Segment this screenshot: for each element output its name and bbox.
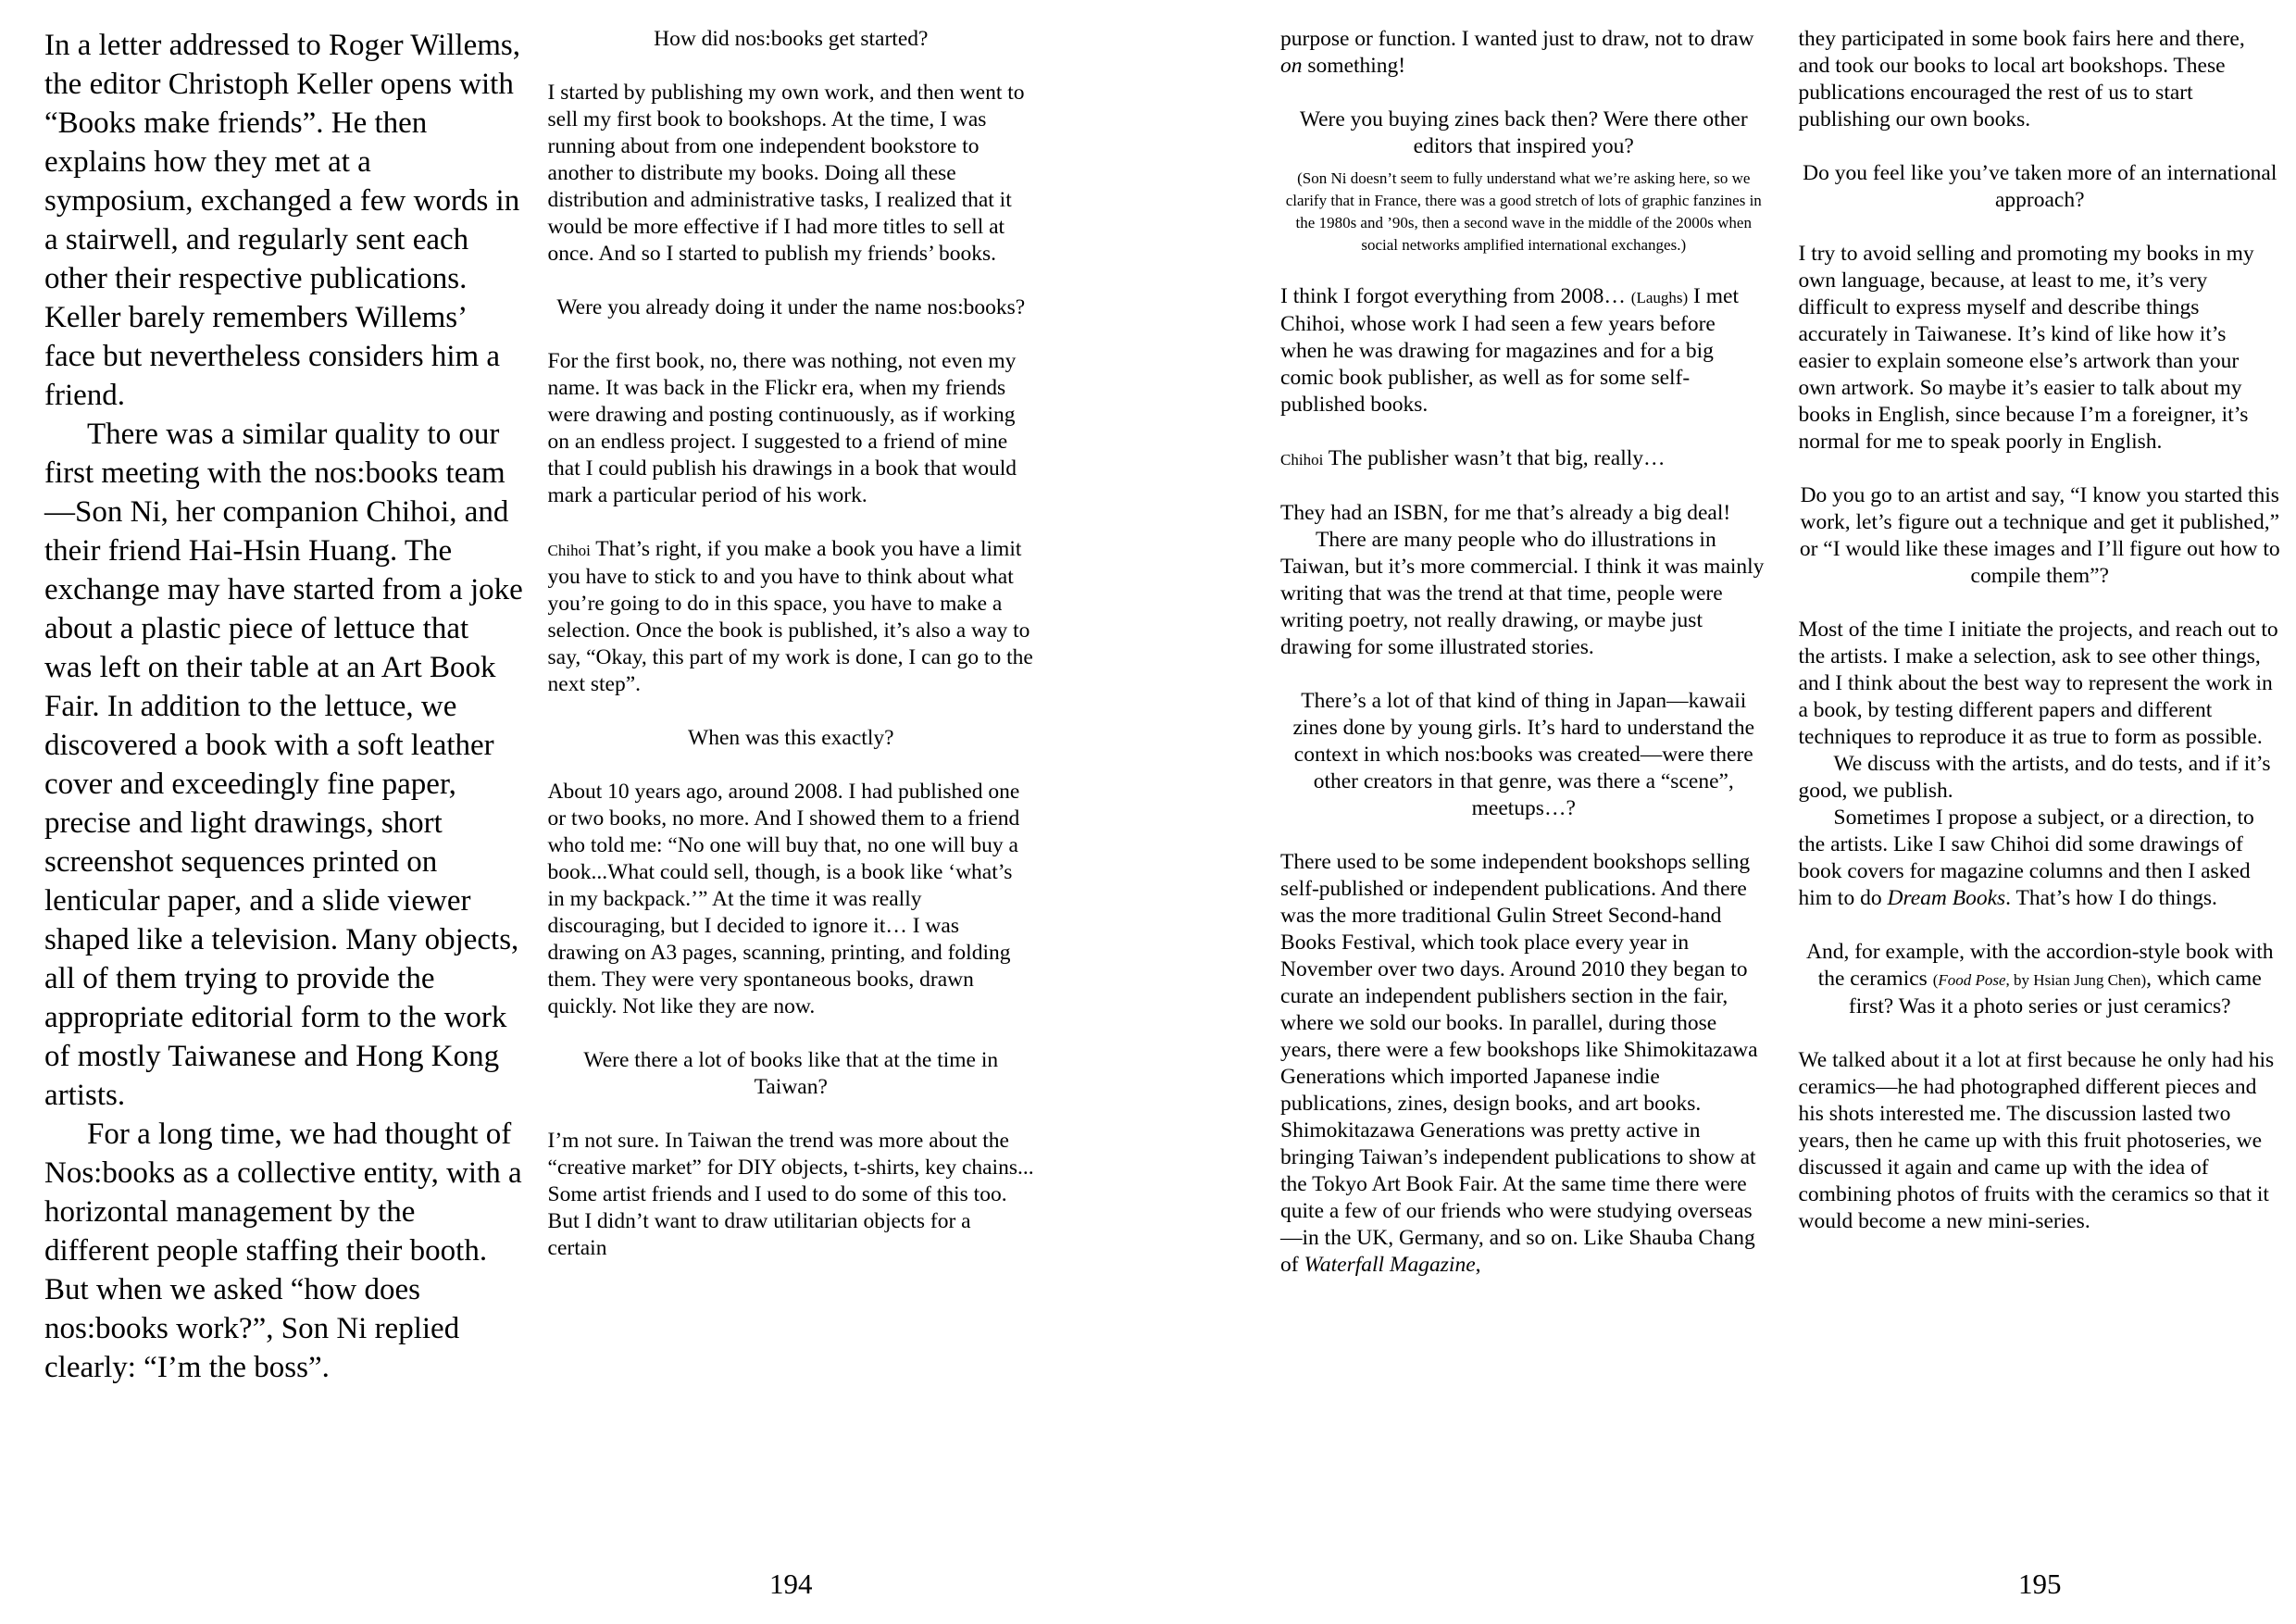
text-run: . That’s how I do things. <box>2005 886 2217 910</box>
interview-answer <box>1799 241 2282 456</box>
text-run: There used to be some independent bookshops selling self-published or independent publications. And there was the more traditional Gulin Street Second-hand Books Festival, which took place every year in November over two days. Around 2010 they began to curate an independent publishers section in the fair, where we sold our books. In parallel, during those years, there were a few bookshops like Shimokitazawa Generations which imported Japanese indie publications, zines, design books, and art books. Shimokitazawa Generations was pretty active in bringing Taiwan’s independent publications to show at the Tokyo Art Book Fair. At the same time there were quite a few of our friends who were studying overseas—in the UK, Germany, and so on. Like Shauba Chang of <box>1280 850 1758 1277</box>
interview-question <box>1280 106 1766 160</box>
interview-answer <box>1799 1047 2282 1235</box>
page-number-right: 195 <box>2018 1568 2062 1600</box>
text-run: Dream Books <box>1887 886 2006 910</box>
interview-answer <box>548 1128 1034 1262</box>
interview-answer <box>548 80 1034 268</box>
text-run: I’m not sure. In Taiwan the trend was more about the “creative market” for DIY objects, t-shirts, key chains... Some artist friends and I used to do some of this too. But I didn’t want to draw utilitarian objects for a certain <box>547 1129 1034 1260</box>
interview-answer <box>1280 283 1766 418</box>
interview-answer <box>548 536 1034 698</box>
text-run: I met Chihoi, whose work I had seen a few years before when he was drawing for magazines and for a big comic book publisher, as well as for some self-published books. <box>1280 284 1739 417</box>
text-run: Waterfall Magazine <box>1304 1253 1476 1277</box>
text-run: They had an ISBN, for me that’s already a big deal! <box>1280 501 1731 525</box>
text-run: , by Hsian Jung Chen) <box>2005 971 2147 989</box>
interview-question <box>548 1047 1034 1101</box>
interview-question <box>1799 160 2282 214</box>
text-run: About 10 years ago, around 2008. I had published one or two books, no more. And I showed them to a friend who told me: “No one will buy that, no one will buy a book...What could sell, though, is a book like ‘what’s in my backpack.’” At the time it was really discouraging, but I decided to ignore it… I was drawing on A3 pages, scanning, printing, and folding them. They were very spontaneous books, drawn quickly. Not like they are now. <box>547 780 1020 1018</box>
interview-question <box>548 26 1034 53</box>
text-run: We discuss with the artists, and do tests, and if it’s good, we publish. <box>1798 752 2271 803</box>
intro-paragraph: In a letter addressed to Roger Willems, the editor Christoph Keller opens with “Books make friends”. He then explains how they met at a symposium, exchanged a few words in a stairwell, and regularly sent each other their respective publications. Keller barely remembers Willems’ face but nevertheless considers him a friend. <box>44 29 520 412</box>
text-run: , which came first? Was it a photo series or just ceramics? <box>1848 967 2262 1018</box>
qa-blocks-middle <box>1280 26 1766 1279</box>
interview-question <box>1799 939 2282 1020</box>
text-run: ( <box>1932 971 1939 989</box>
text-run: Were you already doing it under the name nos:books? <box>556 295 1026 319</box>
text-run: Do you feel like you’ve taken more of an international approach? <box>1803 161 2277 212</box>
text-run: Were you buying zines back then? Were there other editors that inspired you? <box>1299 107 1748 158</box>
interview-answer <box>1280 26 1766 80</box>
interview-question <box>548 725 1034 752</box>
interview-question <box>1280 688 1766 822</box>
text-run: I started by publishing my own work, and then went to sell my first book to bookshops. At the time, I was running about from one independent bookstore to another to distribute my books. Doing all these distribution and administrative tasks, I realized that it would be more effective if I had more titles to sell at once. And so I started to publish my friends’ books. <box>547 81 1025 266</box>
text-run: something! <box>1302 54 1406 78</box>
interview-answer <box>1799 751 2282 805</box>
text-run: Sometimes I propose a subject, or a direction, to the artists. Like I saw Chihoi did some drawings of book covers for magazine columns and then I asked him to do <box>1798 806 2254 910</box>
interview-answer <box>1799 26 2282 133</box>
interview-answer <box>1280 445 1766 473</box>
text-run: That’s right, if you make a book you have a limit you have to stick to and you have to think about what you’re going to do in this space, you have to make a selection. Once the book is published, it’s also a way to say, “Okay, this part of my work is done, I can go to the next step”. <box>547 537 1033 696</box>
text-run: , <box>1475 1253 1481 1277</box>
text-run: We talked about it a lot at first because he only had his ceramics—he had photographed different pieces and his shots interested me. The discussion lasted two years, then he came up with this fruit photoseries, we discussed it again and came up with the idea of combining photos of fruits with the ceramics so that it would become a new mini-series. <box>1798 1048 2275 1233</box>
interview-answer <box>1799 805 2282 912</box>
text-run: And, for example, with the accordion-style book with the ceramics <box>1806 940 2274 991</box>
qa-column-middle <box>1280 26 1766 1624</box>
text-run: Were there a lot of books like that at the time in Taiwan? <box>583 1048 999 1099</box>
text-run: (Son Ni doesn’t seem to fully understand what we’re asking here, so we clarify that in France, there was a good stretch of lots of graphic fanzines in the 1980s and ’90s, then a second wave in the middle of the 2000s when social networks amplified international exchanges.) <box>1285 169 1762 254</box>
text-run: When was this exactly? <box>688 726 894 750</box>
interview-question <box>548 294 1034 321</box>
text-run: they participated in some book fairs here and there, and took our books to local art bookshops. These publications encouraged the rest of us to start publishing our own books. <box>1798 27 2245 131</box>
text-run: How did nos:books get started? <box>654 27 929 51</box>
text-run: For the first book, no, there was nothing, not even my name. It was back in the Flickr era, when my friends were drawing and posting continuously, as if working on an endless project. I suggested to a friend of mine that I could publish his drawings in a book that would mark a particular period of his work. <box>547 349 1017 507</box>
speaker-label: Chihoi <box>547 542 591 559</box>
intro-paragraph: There was a similar quality to our first meeting with the nos:books team—Son Ni, her companion Chihoi, and their friend Hai-Hsin Huang. The exchange may have started from a joke about a plastic piece of lettuce that was left on their table at an Art Book Fair. In addition to the lettuce, we discovered a book with a soft leather cover and exceedingly fine paper, precise and light drawings, short screenshot sequences printed on lenticular paper, and a slide viewer shaped like a television. Many objects, all of them trying to provide the appropriate editorial form to the work of mostly Taiwanese and Hong Kong artists. <box>44 418 523 1112</box>
text-run: I try to avoid selling and promoting my books in my own language, because, at least to me, it’s very difficult to express myself and describe things accurately in Taiwanese. It’s kind of like how it’s easier to explain someone else’s artwork than your own artwork. So maybe it’s easier to talk about my books in English, since because I’m a foreigner, it’s normal for me to speak poorly in English. <box>1798 242 2254 454</box>
interview-answer <box>548 348 1034 509</box>
intro-column <box>44 26 524 1624</box>
text-run: Do you go to an artist and say, “I know you started this work, let’s figure out a technique and get it published,” or “I would like these images and I’ll figure out how to compile them”? <box>1799 483 2280 588</box>
qa-blocks-left <box>548 26 1034 1262</box>
qa-column-right <box>1799 26 2282 1624</box>
qa-blocks-right <box>1799 26 2282 1235</box>
text-run: (Laughs) <box>1630 289 1689 306</box>
interview-answer <box>1280 527 1766 661</box>
speaker-label: Chihoi <box>1280 451 1324 468</box>
text-run: There’s a lot of that kind of thing in Japan—kawaii zines done by young girls. It’s hard to understand the context in which nos:books was created—were there other creators in that genre, was there a “scene”, meetups…? <box>1292 689 1755 820</box>
page-number-left: 194 <box>769 1568 813 1600</box>
text-run: There are many people who do illustrations in Taiwan, but it’s more commercial. I think it was mainly writing that was the trend at that time, people were writing poetry, not really drawing, or maybe just drawing for some illustrated stories. <box>1280 528 1765 659</box>
text-run: Most of the time I initiate the projects, and reach out to the artists. I make a selection, ask to see other things, and I think about the best way to represent the work in a book, by testing different papers and different techniques to reproduce it as true to form as possible. <box>1798 618 2278 749</box>
interview-answer <box>1280 500 1766 527</box>
interview-answer <box>1799 617 2282 751</box>
text-run: purpose or function. I wanted just to draw, not to draw <box>1280 27 1754 51</box>
interview-answer <box>548 779 1034 1020</box>
interview-answer <box>1280 849 1766 1279</box>
text-run: Food Pose <box>1938 971 2006 989</box>
editorial-note <box>1280 168 1766 256</box>
text-run: on <box>1280 54 1303 78</box>
text-run: I think I forgot everything from 2008… <box>1280 284 1631 308</box>
interview-question <box>1799 482 2282 590</box>
intro-paragraph: For a long time, we had thought of Nos:books as a collective entity, with a horizontal management by the different people staffing their booth. But when we asked “how does nos:books work?”, Son Ni replied clearly: “I’m the boss”. <box>44 1118 522 1384</box>
qa-column-left <box>548 26 1034 1624</box>
text-run: The publisher wasn’t that big, really… <box>1328 446 1666 470</box>
